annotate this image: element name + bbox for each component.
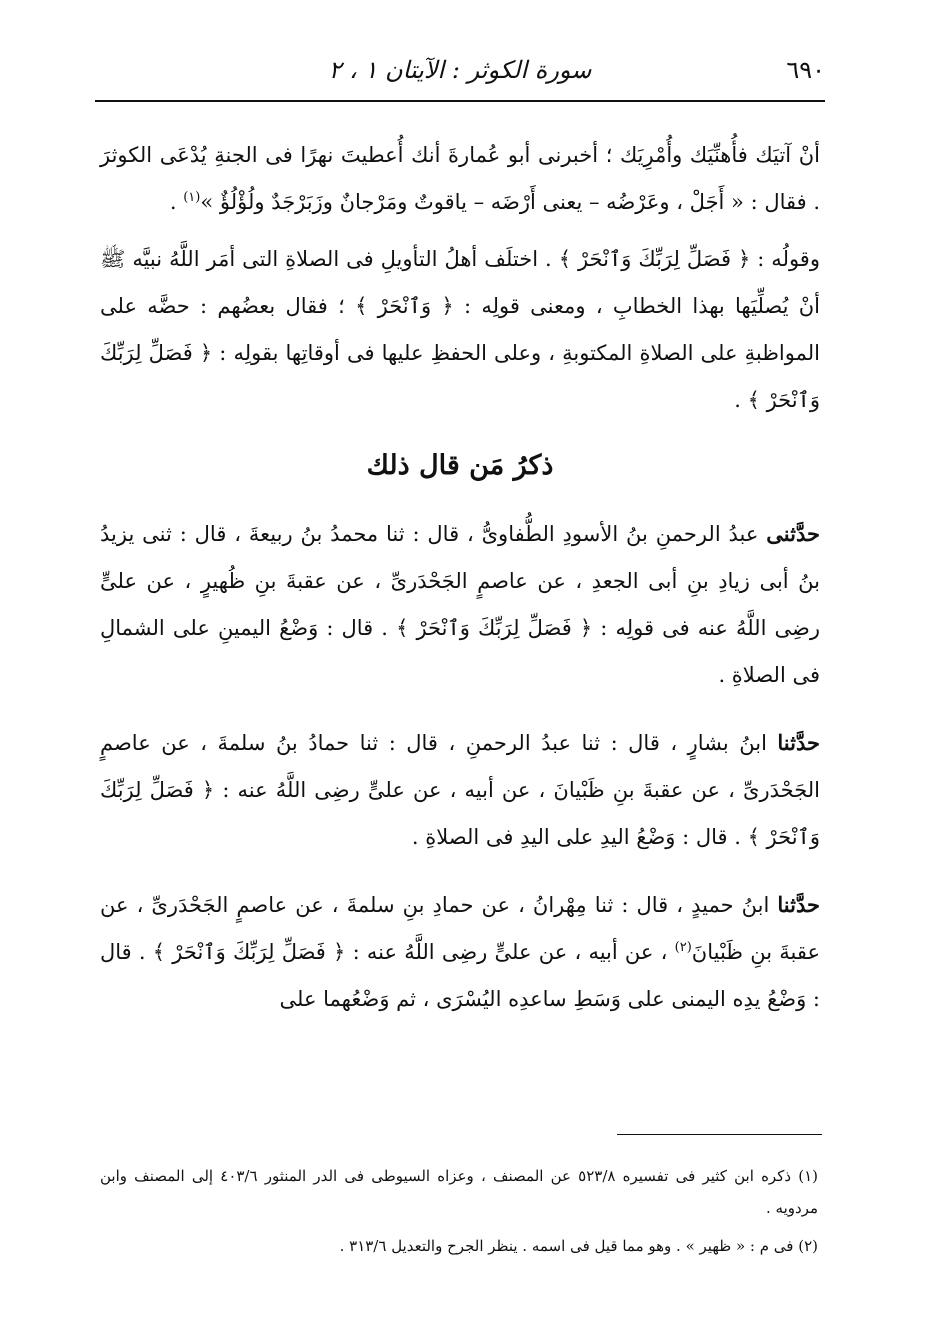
narration-lead: حدَّثنا: [777, 730, 820, 755]
page-header: [95, 50, 825, 94]
paragraph-text: وقولُه : ﴿ فَصَلِّ لِرَبِّكَ وَٱنْحَرْ ﴾ . اختلَف أهلُ التأويلِ فى الصلاةِ التى أمَر اللَّهُ نبيَّه ﷺ أنْ يُصلِّيَها بهذا الخطابِ ، ومعنى قولِه : ﴿ وَٱنْحَرْ ﴾ ؛ فقال بعضُهم : حضَّه على المواظبةِ على الصلاةِ المكتوبةِ ، وعلى الحفظِ عليها فى أوقاتِها بقولِه : ﴿ فَصَلِّ لِرَبِّكَ وَٱنْحَرْ ﴾ .: [100, 247, 820, 412]
main-text: [100, 132, 820, 1043]
narration-text: ابنُ بشارٍ ، قال : ثنا عبدُ الرحمنِ ، قال : ثنا حمادُ بنُ سلمةَ ، عن عاصمٍ الجَحْدَرىِّ ، عن عقبةَ بنِ ظَبْيانَ ، عن أبيه ، عن علىٍّ رضِى اللَّهُ عنه : ﴿ فَصَلِّ لِرَبِّكَ وَٱنْحَرْ ﴾ . قال : وَضْعُ اليدِ على اليدِ فى الصلاةِ .: [100, 731, 820, 849]
footnote-text: فى م : « ظهير » . وهو مما قيل فى اسمه . ينظر الجرح والتعديل ٣١٣/٦ .: [339, 1237, 799, 1255]
footnotes: [100, 1160, 818, 1268]
footnote-number: (١): [798, 1167, 818, 1185]
footnote-text: ذكره ابن كثير فى تفسيره ٥٢٣/٨ عن المصنف ، وعزاه السيوطى فى الدر المنثور ٤٠٣/٦ إلى المصنف وابن مردويه .: [100, 1167, 818, 1217]
narration-text: ابنُ حميدٍ ، قال : ثنا مِهْرانُ ، عن حمادِ بنِ سلمةَ ، عن عاصمٍ الجَحْدَرىِّ ، عن عقبةَ بنِ ظَبْيانَ: [100, 893, 821, 964]
narration: [100, 510, 820, 699]
paragraph-text: أنْ آتيَك فأُهنِّيَك وأُمْرِيَك ؛ أخبرنى أبو عُمارةَ أنك أُعطيتَ نهرًا فى الجنةِ يُدْعَى الكوثرَ . فقال : « أَجَلْ ، وعَرْضُه – يعنى أَرْضَه – ياقوتٌ ومَرْجانٌ وزَبَرْجَدٌ ولُؤْلُؤٌ »: [100, 143, 820, 214]
paragraph: [100, 132, 820, 226]
header-rule: [95, 100, 825, 102]
narration-lead: حدَّثنى: [766, 521, 820, 546]
footnote-ref: (١): [183, 190, 201, 205]
footnote: [100, 1230, 818, 1262]
section-heading: ذكرُ مَن قال ذلك: [366, 450, 554, 481]
narration: [100, 881, 820, 1023]
narration-text: عبدُ الرحمنِ بنُ الأسودِ الطُّفاوىُّ ، قال : ثنا محمدُ بنُ ربيعةَ ، قال : ثنى يزيدُ بنُ أبى زيادِ بنِ أبى الجعدِ ، عن عاصمٍ الجَحْدَرىِّ ، عن عقبةَ بنِ ظُهيرٍ ، عن علىٍّ رضِى اللَّهُ عنه فى قولِه : ﴿ فَصَلِّ لِرَبِّكَ وَٱنْحَرْ ﴾ . قال : وَضْعُ اليمينِ على الشمالِ فى الصلاةِ .: [100, 522, 820, 687]
footnote: [100, 1160, 818, 1224]
narration: [100, 719, 820, 861]
footnote-number: (٢): [798, 1237, 818, 1255]
narration-lead: حدَّثنا: [777, 892, 820, 917]
paragraph-tail: .: [169, 190, 184, 214]
running-title: سورة الكوثر : الآيتان ١ ، ٢: [328, 56, 592, 84]
narration-tail: ، عن أبيه ، عن علىٍّ رضِى اللَّهُ عنه : ﴿ فَصَلِّ لِرَبِّكَ وَٱنْحَرْ ﴾ . قال : وَضْعُ يدِه اليمنى على وَسَطِ ساعدِه اليُسْرَى ، ثم وَضْعُهما على: [100, 940, 820, 1011]
paragraph: [100, 236, 820, 424]
footnote-rule: [617, 1134, 822, 1135]
page-number: ٦٩٠: [786, 56, 825, 84]
footnote-ref: (٢): [674, 940, 692, 955]
